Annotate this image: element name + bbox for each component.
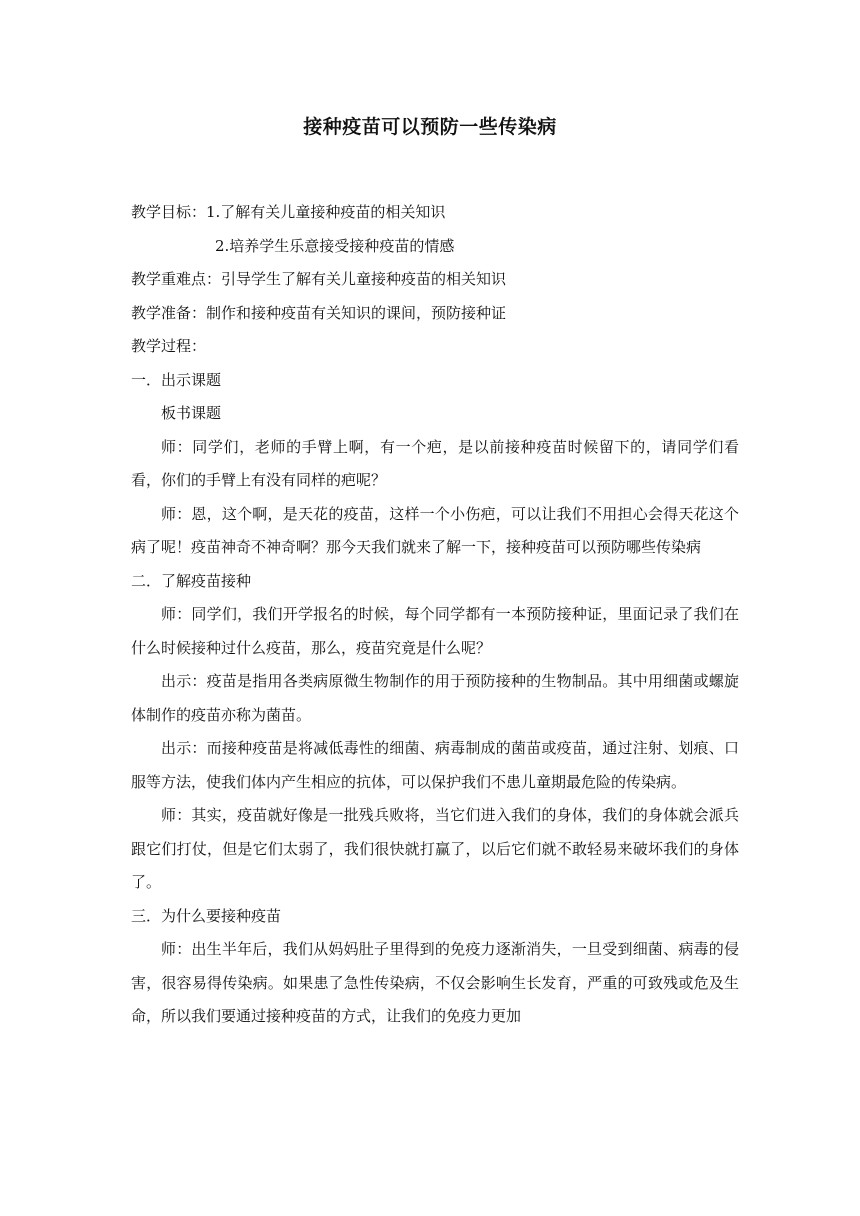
paragraph: 板书课题 (161, 404, 222, 422)
teaching-process-heading: 教学过程： (131, 337, 207, 355)
paragraph: 师：出生半年后，我们从妈妈肚子里得到的免疫力逐渐消失，一旦受到细菌、病毒的侵害，很容易得传染病。如果患了急性传染病，不仅会影响生长发育，严重的可致残或危及生命，所以我们要通过接种疫苗的方式，让我们的免疫力更加 (131, 940, 739, 1025)
paragraph: 师：同学们，老师的手臂上啊，有一个疤，是以前接种疫苗时候留下的，请同学们看看，你们的手臂上有没有同样的疤呢？ (131, 437, 739, 489)
teaching-key-points: 教学重难点：引导学生了解有关儿童接种疫苗的相关知识 (131, 270, 507, 288)
section-heading-3: 三．为什么要接种疫苗 (131, 906, 282, 925)
paragraph: 师：恩，这个啊，是天花的疫苗，这样一个小伤疤，可以让我们不用担心会得天花这个病了呢！疫苗神奇不神奇啊？那今天我们就来了解一下，接种疫苗可以预防哪些传染病 (131, 504, 739, 556)
teaching-preparation: 教学准备：制作和接种疫苗有关知识的课间，预防接种证 (131, 303, 507, 322)
paragraph: 出示：而接种疫苗是将减低毒性的细菌、病毒制成的菌苗或疫苗，通过注射、划痕、口服等方法，使我们体内产生相应的抗体，可以保护我们不患儿童期最危险的传染病。 (131, 739, 739, 791)
paragraph: 师：其实，疫苗就好像是一批残兵败将，当它们进入我们的身体，我们的身体就会派兵跟它们打仗，但是它们太弱了，我们很快就打赢了，以后它们就不敢轻易来破坏我们的身体了。 (131, 806, 739, 891)
section-heading-2: 二．了解疫苗接种 (131, 571, 252, 590)
document-title: 接种疫苗可以预防一些传染病 (303, 116, 557, 138)
paragraph: 师：同学们，我们开学报名的时候，每个同学都有一本预防接种证，里面记录了我们在什么时候接种过什么疫苗，那么，疫苗究竟是什么呢？ (131, 605, 739, 657)
section-heading-1: 一．出示课题 (131, 370, 222, 389)
teaching-goal-2: 2.培养学生乐意接受接种疫苗的情感 (215, 236, 455, 255)
paragraph: 出示：疫苗是指用各类病原微生物制作的用于预防接种的生物制品。其中用细菌或螺旋体制作的疫苗亦称为菌苗。 (131, 672, 739, 724)
teaching-goal-1: 教学目标：1.了解有关儿童接种疫苗的相关知识 (131, 203, 446, 221)
document-body (131, 196, 739, 1034)
